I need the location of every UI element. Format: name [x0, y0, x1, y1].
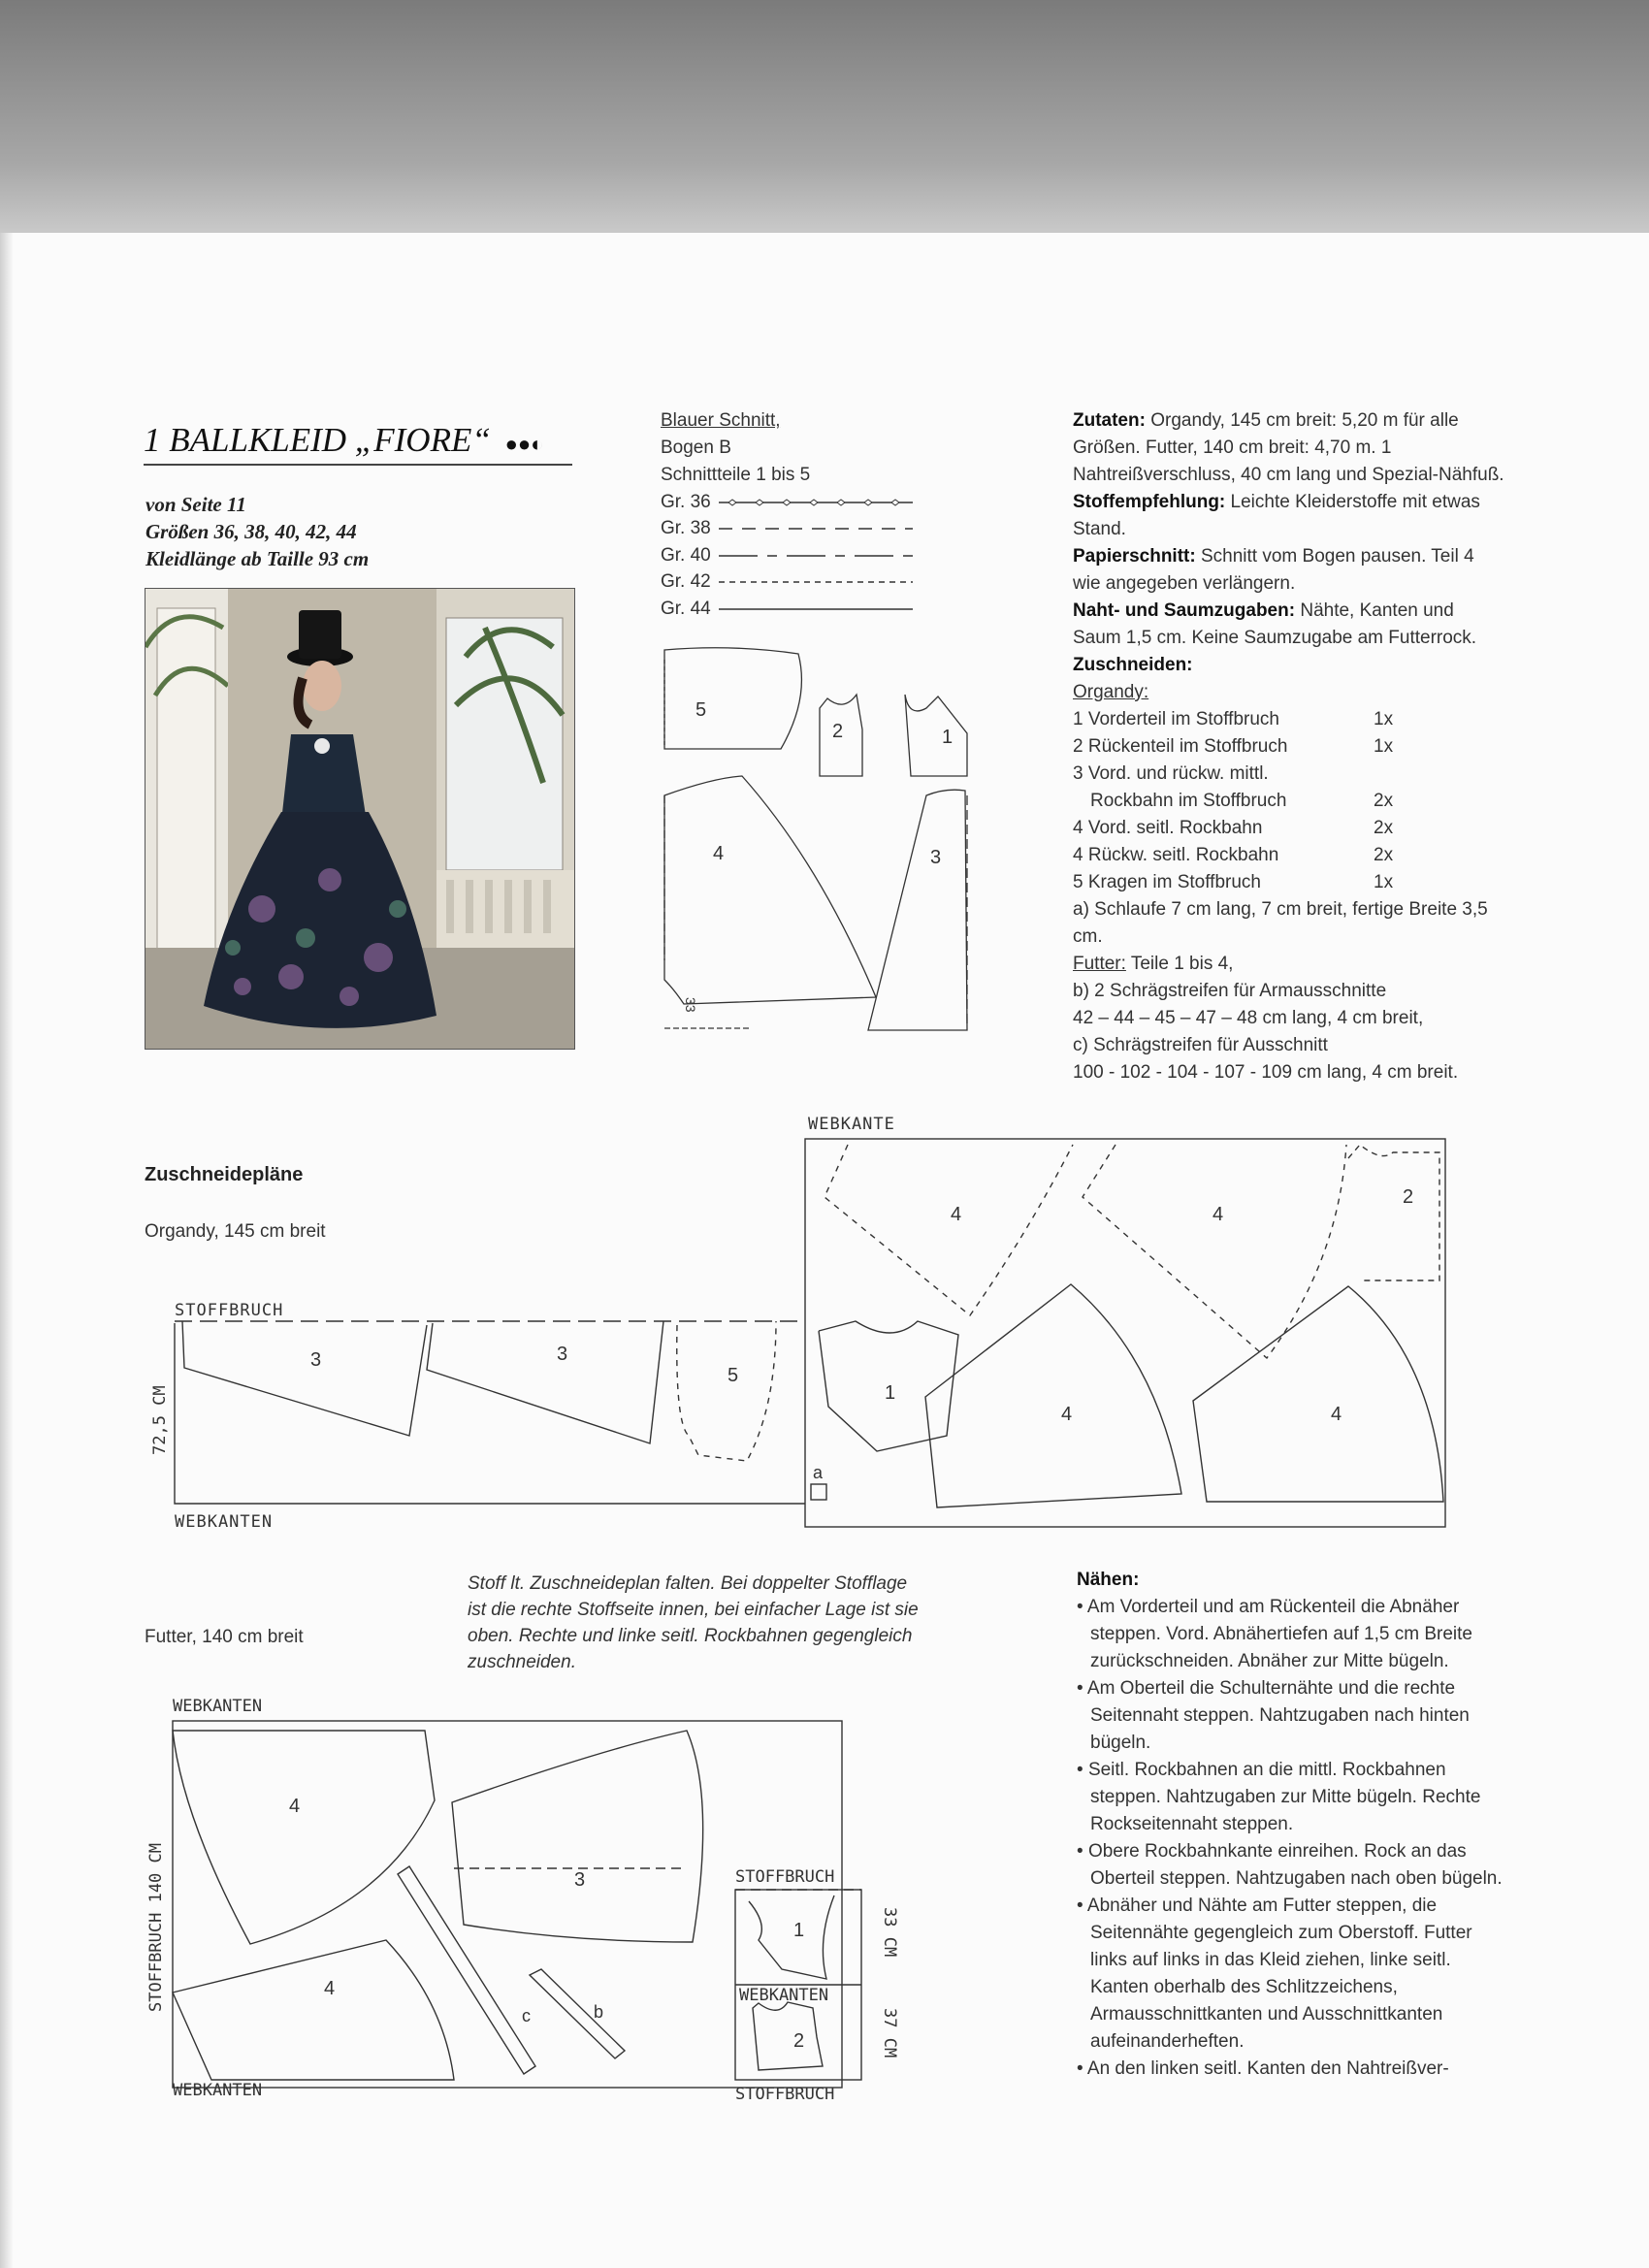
- webkanten-mid-label: WEBKANTEN: [739, 1986, 829, 2005]
- cut-row: 1 Vorderteil im Stoffbruch 1x: [1073, 709, 1394, 729]
- title-text: 1 BALLKLEID „FIORE“: [144, 421, 491, 459]
- sewing-step: • Obere Rockbahnkante einreihen. Rock an das Oberteil steppen. Nahtzugaben nach oben bügeln.: [1077, 1841, 1503, 1889]
- piece-label: 3: [310, 1349, 322, 1371]
- cut-row: 4 Rückw. seitl. Rockbahn 2x: [1073, 845, 1394, 865]
- cut-list: [1073, 706, 1505, 896]
- zutaten: Zutaten: Organdy, 145 cm breit: 5,20 m für alle Größen. Futter, 140 cm breit: 4,70 m. 1 Nahtreißverschluss, 40 cm lang und Spezial-Nähfuß.: [1073, 410, 1504, 485]
- cut-row: Rockbahn im Stoffbruch 2x: [1090, 791, 1394, 811]
- organdy-heading: Organdy:: [1073, 682, 1149, 702]
- width-72-label: 72,5 CM: [150, 1385, 170, 1455]
- sewing-step: • An den linken seitl. Kanten den Nahtreißver-: [1077, 2058, 1449, 2079]
- line-style-44: [719, 604, 913, 614]
- cut-row: 2 Rückenteil im Stoffbruch 1x: [1073, 736, 1394, 757]
- futter-piece-4b: [173, 1940, 454, 2080]
- stoffbruch-bottom-label: STOFFBRUCH: [735, 2085, 835, 2104]
- subinfo: [146, 491, 369, 572]
- dress-photo: [145, 588, 575, 1050]
- piece-5-outline: [664, 648, 801, 749]
- dress-photo-illustration: [146, 589, 574, 1049]
- piece-label: 4: [1061, 1404, 1073, 1425]
- stoffbruch-label: STOFFBRUCH: [175, 1301, 284, 1320]
- folding-note: Stoff lt. Zuschneideplan falten. Bei doppelter Stofflage ist die rechte Stoffseite innen, bei einfacher Lage ist sie oben. Rechte und linke seitl. Rockbahnen gegengleich zuschneiden.: [468, 1573, 919, 1672]
- dim-33-label: 33 CM: [880, 1907, 899, 1958]
- webkanten-top-label: WEBKANTEN: [173, 1697, 263, 1716]
- piece-4-label: 4: [713, 843, 725, 864]
- line-style-38: [719, 524, 913, 534]
- strip-c-label: c: [522, 2006, 531, 2025]
- cut-row: 4 Vord. seitl. Rockbahn 2x: [1073, 818, 1394, 838]
- size-legend: [661, 407, 932, 623]
- organdy-plan-label: Organdy, 145 cm breit: [145, 1221, 326, 1242]
- legend-size-42: Gr. 42: [661, 569, 932, 597]
- legend-pieces: Schnittteile 1 bis 5: [661, 465, 811, 485]
- piece-label-a: a: [813, 1463, 824, 1482]
- webkanten-bottom-label: WEBKANTEN: [173, 2081, 263, 2100]
- naehen-title: Nähen:: [1077, 1570, 1140, 1590]
- stoffbruch-top-label: STOFFBRUCH: [735, 1867, 835, 1887]
- organdy-wide-panel: [805, 1139, 1445, 1527]
- stoffbruch-140-label: STOFFBRUCH 140 CM: [146, 1843, 166, 2012]
- stoffempfehlung: Stoffempfehlung: Leichte Kleiderstoffe mit etwas Stand.: [1073, 492, 1480, 539]
- sewing-step: • Am Oberteil die Schulternähte und die rechte Seitennaht steppen. Nahtzugaben nach hinten bügeln.: [1077, 1678, 1470, 1753]
- line-style-40: [719, 551, 913, 561]
- piece-label: 3: [574, 1869, 586, 1891]
- organdy-cutting-plan: [146, 1116, 1465, 1542]
- schlaufe: a) Schlaufe 7 cm lang, 7 cm breit, fertige Breite 3,5 cm.: [1073, 899, 1488, 947]
- futter-piece-3: [452, 1731, 703, 1942]
- futter-piece-4a: [173, 1731, 435, 1944]
- piece-label: 4: [1331, 1404, 1342, 1425]
- organdy-piece-3a: [182, 1321, 427, 1436]
- legend-size-38: Gr. 38: [661, 516, 932, 543]
- sewing-instructions: [1077, 1567, 1513, 2083]
- difficulty-dots: ●●◐: [504, 432, 544, 456]
- piece-label: 2: [1403, 1186, 1414, 1208]
- title-rule: [144, 464, 572, 466]
- piece-4-outline: [664, 776, 876, 1004]
- sizes: Größen 36, 38, 40, 42, 44: [146, 520, 357, 543]
- sewing-step: • Am Vorderteil und am Rückenteil die Abnäher steppen. Vord. Abnähertiefen auf 1,5 cm Breite zurückschneiden. Abnäher zur Mitte bügeln.: [1077, 1597, 1472, 1671]
- line-style-36: [719, 498, 913, 507]
- futter-small-plan: [729, 1863, 904, 2105]
- pattern-pieces-diagram: [655, 640, 985, 1048]
- naht-saumzugaben: Naht- und Saumzugaben: Nähte, Kanten und Saum 1,5 cm. Keine Saumzugabe am Futterrock.: [1073, 600, 1477, 648]
- sewing-step: • Abnäher und Nähte am Futter steppen, die Seitennähte gegengleich zum Oberstoff. Futter links auf links in das Kleid ziehen, linke seitl. Kanten oberhalb des Schlitzzeichens, Armausschnittkanten und Ausschnittkanten aufeinanderheften.: [1077, 1895, 1472, 2052]
- sewing-step: • Seitl. Rockbahnen an die mittl. Rockbahnen steppen. Nahtzugaben zur Mitte bügeln. Rechte Rockseitennaht steppen.: [1077, 1760, 1481, 1834]
- piece-label: 2: [793, 2030, 805, 2052]
- piece-label: 3: [557, 1344, 568, 1365]
- organdy-left-panel: [175, 1323, 805, 1504]
- futter: Futter: Teile 1 bis 4,: [1073, 954, 1234, 974]
- dim-37-label: 37 CM: [880, 2008, 899, 2058]
- legend-sheet: Bogen B: [661, 437, 731, 458]
- dress-length: Kleidlänge ab Taille 93 cm: [146, 547, 370, 570]
- piece-label: 1: [793, 1920, 805, 1941]
- legend-size-44: Gr. 44: [661, 596, 932, 623]
- legend-heading: Blauer Schnitt,: [661, 410, 781, 431]
- piece-label: 4: [324, 1978, 336, 1999]
- b-dims: 42 – 44 – 45 – 47 – 48 cm lang, 4 cm breit,: [1073, 1008, 1424, 1028]
- organdy-piece-4d: [1193, 1286, 1443, 1502]
- zuschneiden-heading: Zuschneiden:: [1073, 655, 1193, 675]
- strip-c: [398, 1866, 535, 2074]
- plans-title: Zuschneidepläne: [145, 1164, 304, 1185]
- scan-top-band: [0, 0, 1649, 233]
- piece-1-label: 1: [942, 727, 954, 748]
- piece-label: 4: [289, 1796, 301, 1817]
- legend-size-36: Gr. 36: [661, 489, 932, 516]
- piece-3-outline: [868, 790, 967, 1030]
- webkanten-label: WEBKANTEN: [175, 1512, 274, 1532]
- small-piece-2: [753, 2002, 823, 2070]
- cut-row: 5 Kragen im Stoffbruch 1x: [1073, 872, 1394, 892]
- papierschnitt: Papierschnitt: Schnitt vom Bogen pausen. Teil 4 wie angegeben verlängern.: [1073, 546, 1474, 594]
- page-title: [144, 421, 543, 460]
- extension-33-label: 33: [683, 997, 698, 1013]
- piece-1-outline: [905, 695, 967, 776]
- materials-info: [1073, 407, 1505, 1086]
- c-dims: 100 - 102 - 104 - 107 - 109 cm lang, 4 cm breit.: [1073, 1062, 1459, 1083]
- legend-size-40: Gr. 40: [661, 542, 932, 569]
- cut-row: 3 Vord. und rückw. mittl.: [1073, 763, 1269, 784]
- c-text: c) Schrägstreifen für Ausschnitt: [1073, 1035, 1328, 1055]
- futter-plan-label: Futter, 140 cm breit: [145, 1627, 304, 1647]
- b-text: b) 2 Schrägstreifen für Armausschnitte: [1073, 981, 1387, 1001]
- piece-5-label: 5: [695, 699, 707, 721]
- webkante-label: WEBKANTE: [808, 1116, 895, 1134]
- piece-label: 5: [728, 1365, 739, 1386]
- organdy-piece-4c: [925, 1284, 1181, 1507]
- piece-2-label: 2: [832, 721, 844, 742]
- piece-label: 4: [1212, 1204, 1224, 1225]
- piece-label: 4: [951, 1204, 962, 1225]
- strip-b-label: b: [594, 2002, 604, 2022]
- strip-b: [530, 1969, 625, 2058]
- line-style-42: [719, 577, 913, 587]
- scan-left-shadow: [0, 233, 14, 2268]
- from-page: von Seite 11: [146, 493, 246, 516]
- piece-label: 1: [885, 1382, 896, 1404]
- piece-3-label: 3: [930, 847, 942, 868]
- small-piece-1: [749, 1895, 834, 1979]
